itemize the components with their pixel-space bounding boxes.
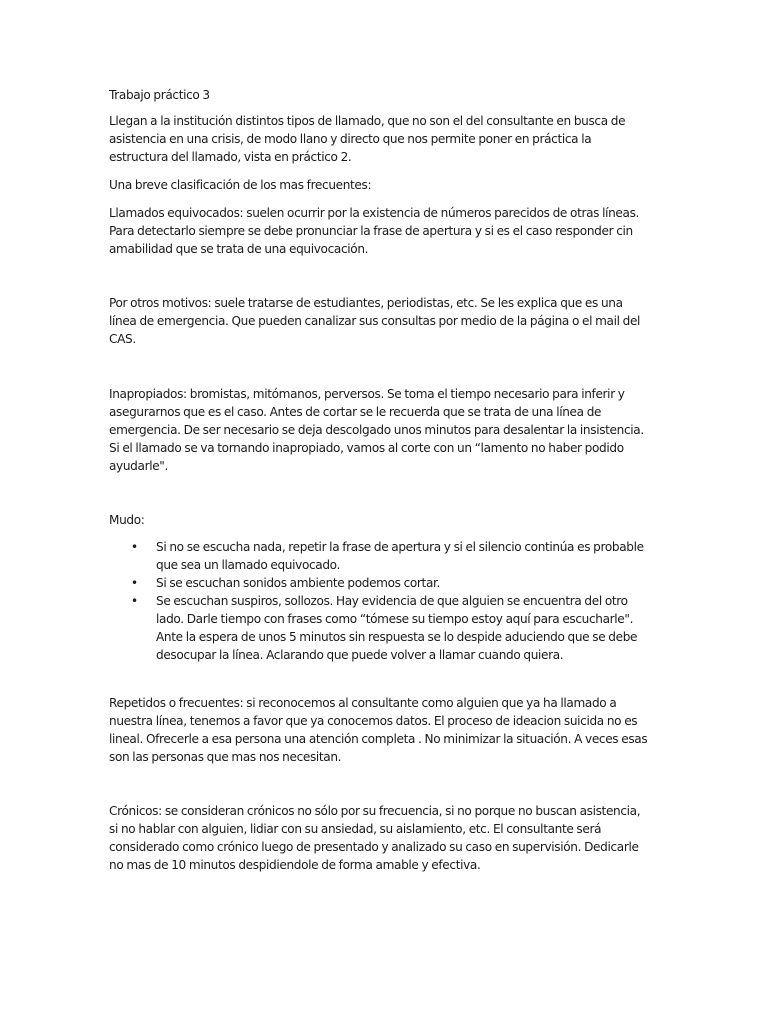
list-item-text: Si no se escucha nada, repetir la frase de apertura y si el silencio continúa es probable que sea un llamado equivocado. [156, 540, 644, 572]
bullet-icon: • [131, 594, 138, 608]
llamados-equivocados-paragraph: Llamados equivocados: suelen ocurrir por la existencia de números parecidos de otras líneas. Para detectarlo siempre se debe pronunciar la frase de apertura y si es el caso responder cin amabilidad que se trata de una equivocación. [109, 206, 640, 256]
inapropiados-paragraph: Inapropiados: bromistas, mitómanos, perversos. Se toma el tiempo necesario para inferir y asegurarnos que es el caso. Antes de cortar se le recuerda que se trata de una línea de emergencia. De ser necesario se deja descolgado unos minutos para desalentar la insistencia. Si el llamado se va tornando inapropiado, vamos al corte con un “lamento no haber podido ayudarle". [109, 387, 644, 473]
intro-paragraph: Llegan a la institución distintos tipos de llamado, que no son el del consultante en busca de asistencia en una crisis, de modo llano y directo que nos permite poner en práctica la estructura del llamado, vista en práctico 2. [109, 114, 626, 164]
document-page [109, 86, 649, 874]
list-item-text: Si se escuchan sonidos ambiente podemos cortar. [156, 576, 441, 590]
bullet-icon: • [131, 576, 138, 590]
document-title: Trabajo práctico 3 [109, 88, 210, 102]
mudo-bullet-list [109, 538, 649, 664]
list-item [109, 592, 649, 664]
list-item [109, 574, 649, 592]
bullet-icon: • [131, 540, 138, 554]
mudo-heading: Mudo: [109, 513, 145, 527]
otros-motivos-paragraph: Por otros motivos: suele tratarse de estudiantes, periodistas, etc. Se les explica que es una línea de emergencia. Que pueden canalizar sus consultas por medio de la página o el mail del CAS. [109, 296, 641, 346]
repetidos-paragraph: Repetidos o frecuentes: si reconocemos al consultante como alguien que ya ha llamado a nuestra línea, tenemos a favor que ya conocemos datos. El proceso de ideacion suicida no es lineal. Ofrecerle a esa persona una atención completa . No minimizar la situación. A veces esas son las personas que mas nos necesitan. [109, 696, 648, 764]
list-item [109, 538, 649, 574]
cronicos-paragraph: Crónicos: se consideran crónicos no sólo por su frecuencia, si no porque no buscan asistencia, si no hablar con alguien, lidiar con su ansiedad, su aislamiento, etc. El consultante será considerado como crónico luego de presentado y analizado su caso en supervisión. Dedicarle no mas de 10 minutos despidiendole de forma amable y efectiva. [109, 804, 641, 872]
list-item-text: Se escuchan suspiros, sollozos. Hay evidencia de que alguien se encuentra del otro lado. Darle tiempo con frases como “tómese su tiempo estoy aquí para escucharle". Ante la espera de unos 5 minutos sin respuesta se lo despide aduciendo que se debe desocupar la línea. Aclarando que puede volver a llamar cuando quiera. [156, 594, 638, 662]
classification-intro: Una breve clasificación de los mas frecuentes: [109, 178, 372, 192]
